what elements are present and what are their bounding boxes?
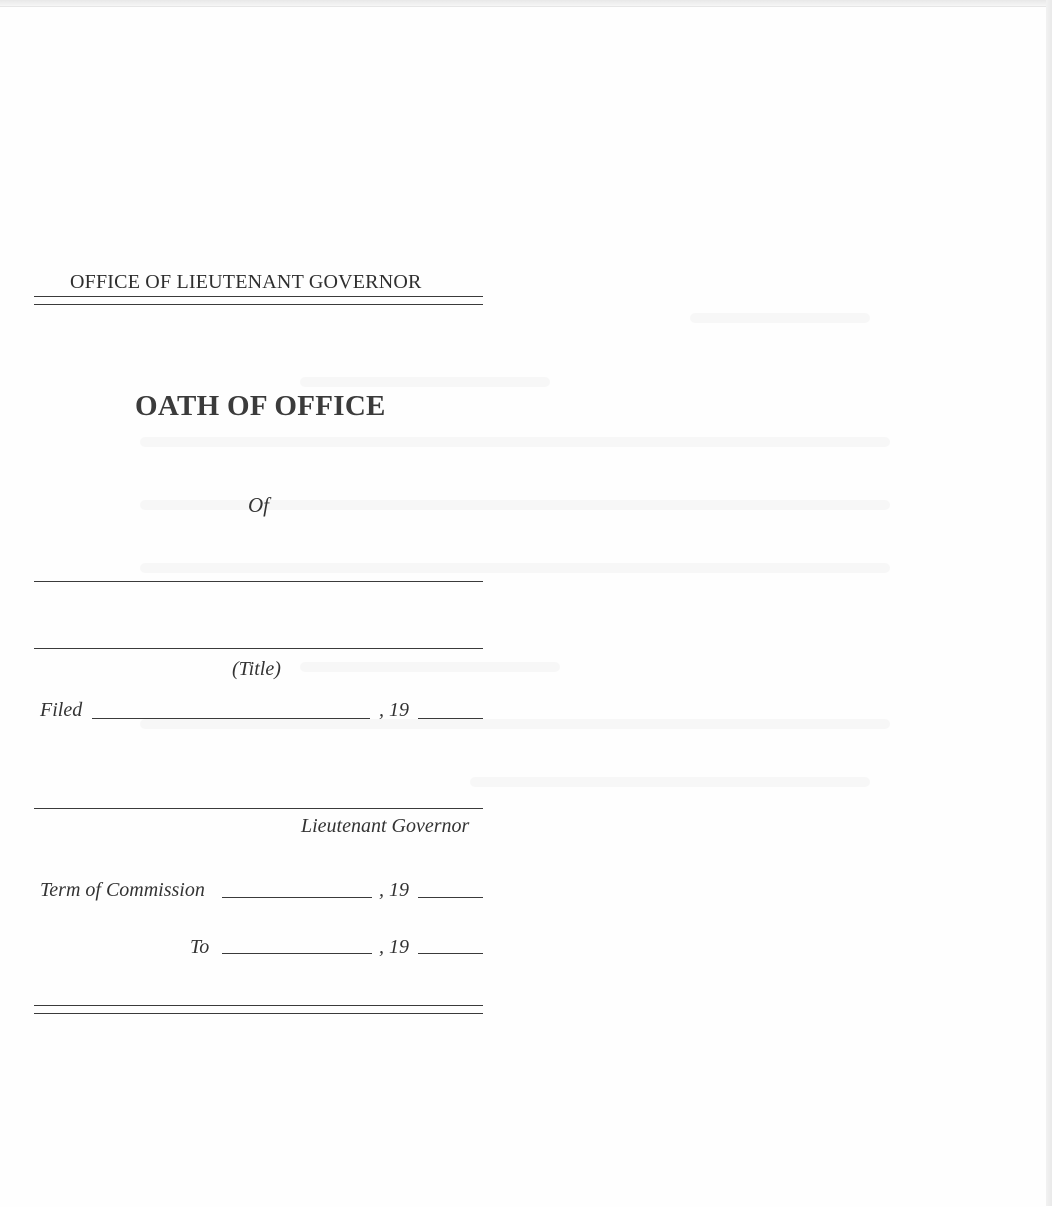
term-start-line[interactable] xyxy=(222,897,372,898)
term-end-year-line[interactable] xyxy=(418,953,483,954)
term-year-prefix: , 19 xyxy=(379,879,409,901)
document-title: OATH OF OFFICE xyxy=(135,390,386,422)
header-rule-bottom xyxy=(34,304,483,305)
office-header: OFFICE OF LIEUTENANT GOVERNOR xyxy=(70,271,422,293)
document-page xyxy=(0,6,1046,1207)
signature-line[interactable] xyxy=(34,808,483,809)
filed-year-line[interactable] xyxy=(418,718,483,719)
signer-caption: Lieutenant Governor xyxy=(301,815,470,837)
of-label: Of xyxy=(248,493,269,517)
title-caption: (Title) xyxy=(232,658,281,680)
footer-rule-top xyxy=(34,1005,483,1006)
filed-label: Filed xyxy=(40,699,83,721)
name-line[interactable] xyxy=(34,581,483,582)
title-line[interactable] xyxy=(34,648,483,649)
term-end-line[interactable] xyxy=(222,953,372,954)
term-start-year-line[interactable] xyxy=(418,897,483,898)
term-label: Term of Commission xyxy=(40,879,205,901)
filed-year-prefix: , 19 xyxy=(379,699,409,721)
to-year-prefix: , 19 xyxy=(379,936,409,958)
footer-rule-bottom xyxy=(34,1013,483,1014)
scan-right-edge xyxy=(1046,0,1052,1206)
header-rule-top xyxy=(34,296,483,297)
to-label: To xyxy=(190,936,210,958)
filed-date-line[interactable] xyxy=(92,718,370,719)
